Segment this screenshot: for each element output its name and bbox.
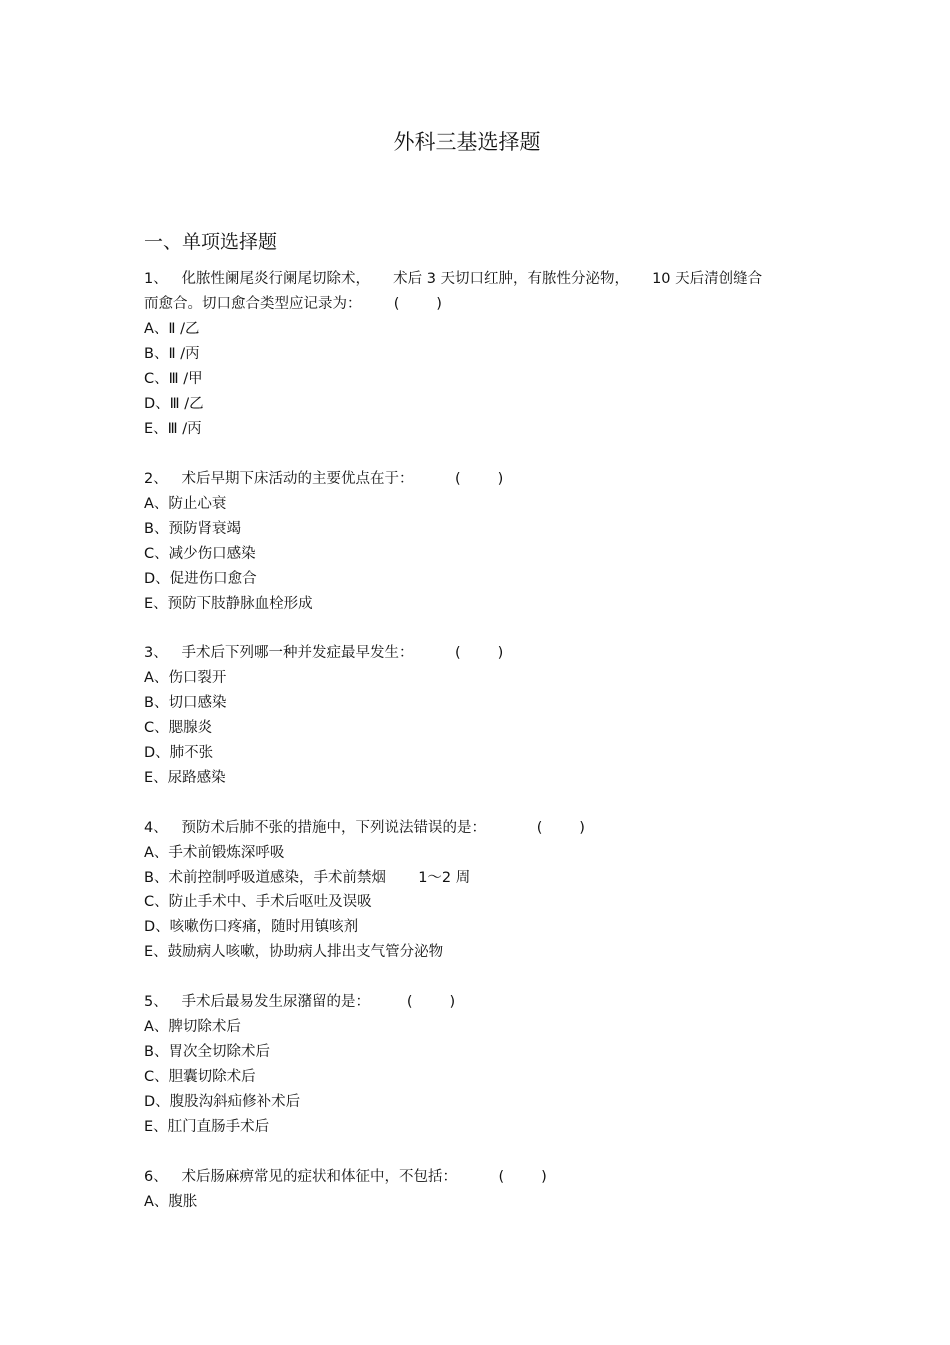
question-3-option-c: C、腮腺炎	[144, 720, 213, 736]
question-4-stem: 4、 预防术后肺不张的措施中，下列说法错误的是： ( )	[144, 820, 585, 836]
question-2-option-e: E、预防下肢静脉血栓形成	[144, 596, 313, 612]
question-4-option-a: A、手术前锻炼深呼吸	[144, 845, 285, 861]
question-1-option-e: E、Ⅲ /丙	[144, 421, 202, 437]
question-3-option-e: E、尿路感染	[144, 770, 226, 786]
question-2-option-b: B、预防肾衰竭	[144, 521, 241, 537]
question-5-option-b: B、胃次全切除术后	[144, 1044, 270, 1060]
question-4-option-c: C、防止手术中、手术后呕吐及误吸	[144, 894, 372, 910]
question-1-option-b: B、Ⅱ /丙	[144, 346, 200, 362]
section-heading: 一、单项选择题	[144, 231, 278, 253]
question-4-option-b: B、术前控制呼吸道感染，手术前禁烟 1～2 周	[144, 870, 471, 886]
question-2-option-a: A、防止心衰	[144, 496, 227, 512]
question-5-option-c: C、胆囊切除术后	[144, 1069, 256, 1085]
document-title: 外科三基选择题	[393, 130, 541, 154]
question-3-stem: 3、 手术后下列哪一种并发症最早发生： ( )	[144, 645, 504, 661]
question-6-option-a: A、腹胀	[144, 1194, 198, 1210]
question-4-option-e: E、鼓励病人咳嗽，协助病人排出支气管分泌物	[144, 944, 444, 960]
question-3-option-d: D、肺不张	[144, 745, 214, 761]
question-2-option-d: D、促进伤口愈合	[144, 571, 257, 587]
question-1-stem-line1: 1、 化脓性阑尾炎行阑尾切除术， 术后 3 天切口红肿，有脓性分泌物， 10 天后清创缝合	[144, 271, 763, 287]
question-5-option-e: E、肛门直肠手术后	[144, 1119, 270, 1135]
question-3-option-b: B、切口感染	[144, 695, 227, 711]
question-5-option-a: A、脾切除术后	[144, 1019, 241, 1035]
question-1-stem-line2: 而愈合。切口愈合类型应记录为： ( )	[144, 296, 442, 312]
question-3-option-a: A、伤口裂开	[144, 670, 227, 686]
question-1-option-c: C、Ⅲ /甲	[144, 371, 203, 387]
question-4-option-d: D、咳嗽伤口疼痛，随时用镇咳剂	[144, 919, 359, 935]
question-5-option-d: D、腹股沟斜疝修补术后	[144, 1094, 301, 1110]
question-2-option-c: C、减少伤口感染	[144, 546, 256, 562]
question-2-stem: 2、 术后早期下床活动的主要优点在于： ( )	[144, 471, 504, 487]
question-6-stem: 6、 术后肠麻痹常见的症状和体征中，不包括： ( )	[144, 1169, 547, 1185]
question-1-option-a: A、Ⅱ /乙	[144, 321, 200, 337]
question-1-option-d: D、Ⅲ /乙	[144, 396, 204, 412]
question-5-stem: 5、 手术后最易发生尿潴留的是： ( )	[144, 994, 456, 1010]
